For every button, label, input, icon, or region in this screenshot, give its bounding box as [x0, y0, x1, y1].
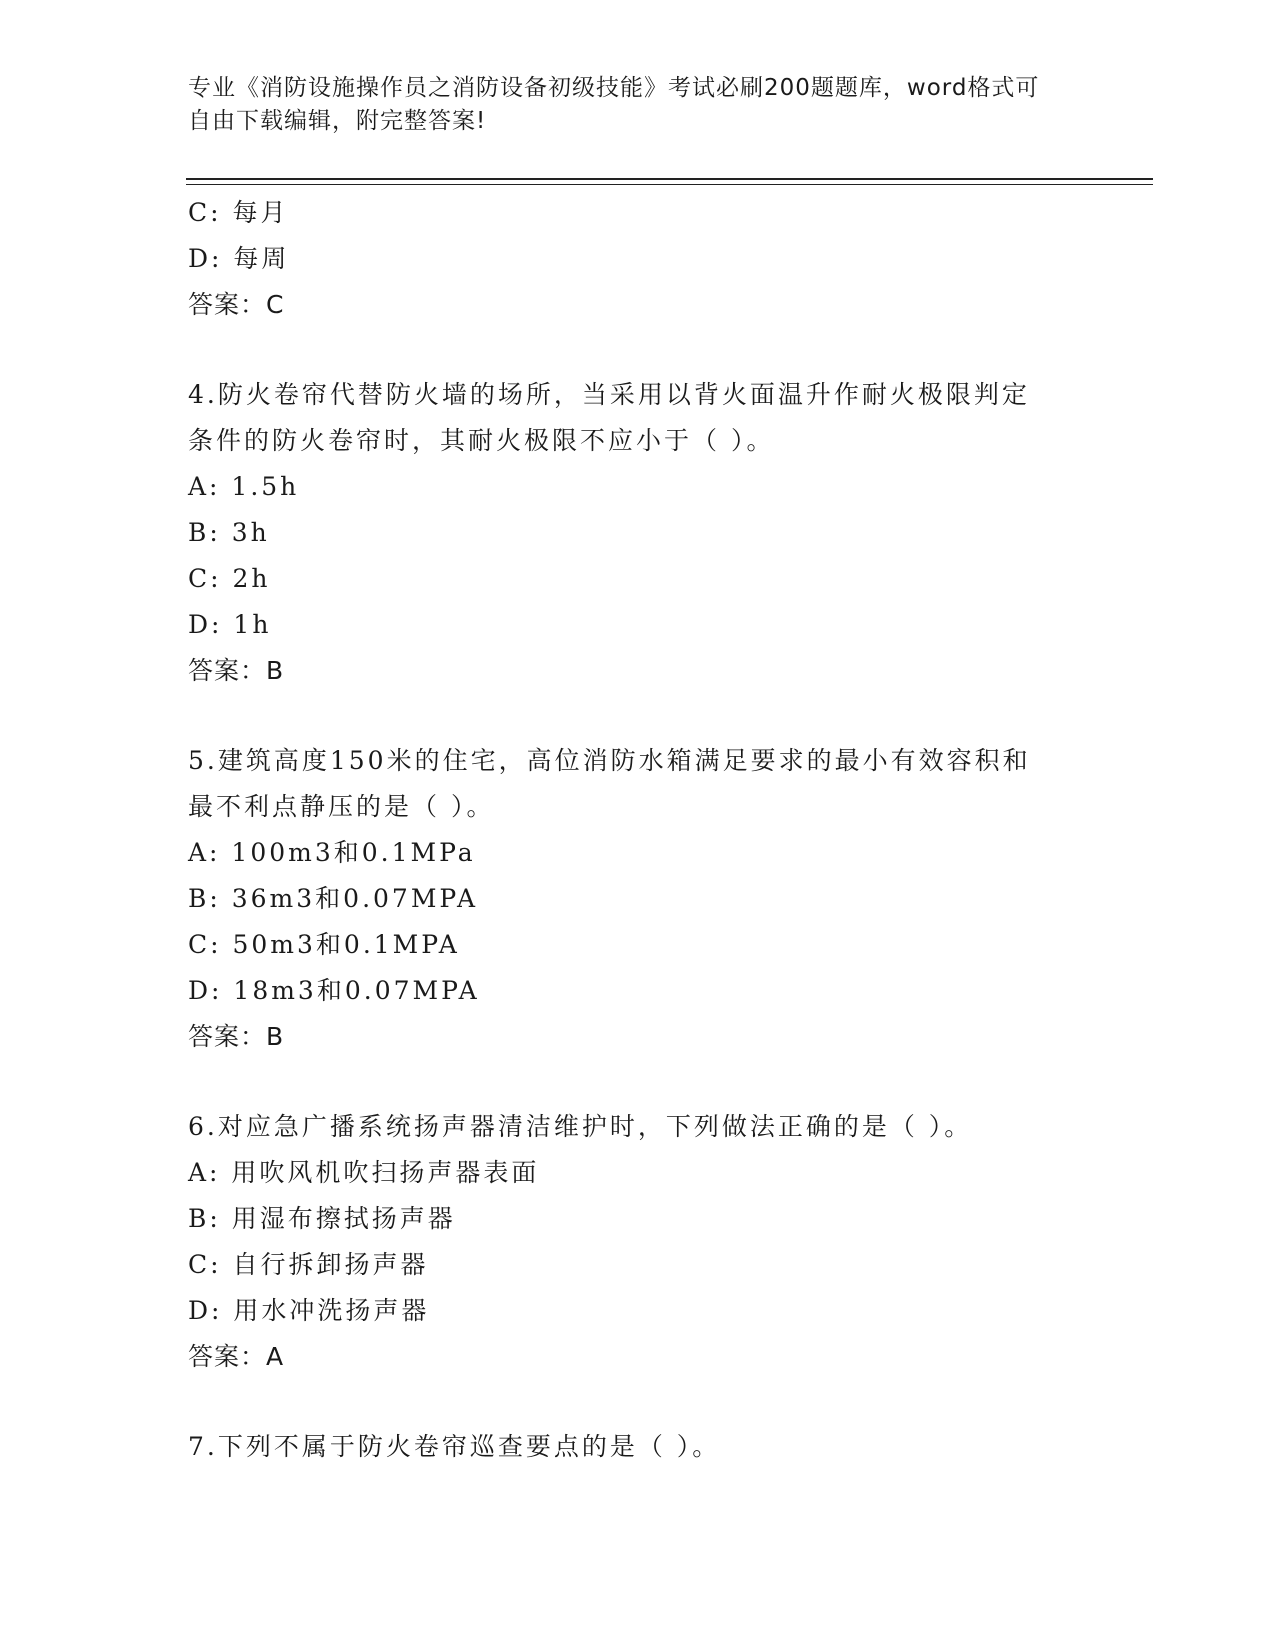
header-line-2: 自由下载编辑，附完整答案! — [188, 108, 487, 134]
answer-line: 答案：B — [188, 656, 285, 685]
question-6 — [188, 1104, 1088, 1380]
question-content — [188, 190, 1088, 1470]
header-line-1: 专业《消防设施操作员之消防设备初级技能》考试必刷200题题库，word格式可 — [188, 75, 1040, 101]
spacer — [188, 1060, 1088, 1104]
answer-line: 答案：A — [188, 1342, 285, 1371]
option-d: D: 每周 — [188, 244, 290, 273]
question-5 — [188, 738, 1088, 1060]
question-4 — [188, 372, 1088, 694]
option-a: A: 1.5h — [188, 472, 300, 501]
header-divider-thin — [186, 184, 1153, 185]
question-stem: 最不利点静压的是（ ）。 — [188, 792, 495, 821]
question-stem: 7.下列不属于防火卷帘巡查要点的是（ ）。 — [188, 1432, 721, 1461]
option-b: B: 用湿布擦拭扬声器 — [188, 1204, 456, 1233]
option-d: D: 1h — [188, 610, 272, 639]
option-a: A: 100m3和0.1MPa — [188, 838, 476, 867]
answer-line: 答案：B — [188, 1022, 285, 1051]
spacer — [188, 328, 1088, 372]
question-stem: 6.对应急广播系统扬声器清洁维护时，下列做法正确的是（ ）。 — [188, 1112, 973, 1141]
option-c: C: 自行拆卸扬声器 — [188, 1250, 429, 1279]
spacer — [188, 694, 1088, 738]
answer-line: 答案：C — [188, 290, 285, 319]
option-d: D: 18m3和0.07MPA — [188, 976, 480, 1005]
question-stem: 条件的防火卷帘时，其耐火极限不应小于（ ）。 — [188, 426, 775, 455]
option-c: C: 50m3和0.1MPA — [188, 930, 460, 959]
question-7 — [188, 1424, 1088, 1470]
question-3-tail — [188, 190, 1088, 328]
option-c: C: 每月 — [188, 198, 289, 227]
header-divider-thick — [186, 178, 1153, 180]
option-b: B: 3h — [188, 518, 270, 547]
option-a: A: 用吹风机吹扫扬声器表面 — [188, 1158, 540, 1187]
document-header — [188, 72, 1068, 138]
question-stem: 4.防火卷帘代替防火墙的场所，当采用以背火面温升作耐火极限判定 — [188, 380, 1030, 409]
option-b: B: 36m3和0.07MPA — [188, 884, 479, 913]
option-c: C: 2h — [188, 564, 271, 593]
spacer — [188, 1380, 1088, 1424]
question-stem: 5.建筑高度150米的住宅，高位消防水箱满足要求的最小有效容积和 — [188, 746, 1031, 775]
option-d: D: 用水冲洗扬声器 — [188, 1296, 430, 1325]
